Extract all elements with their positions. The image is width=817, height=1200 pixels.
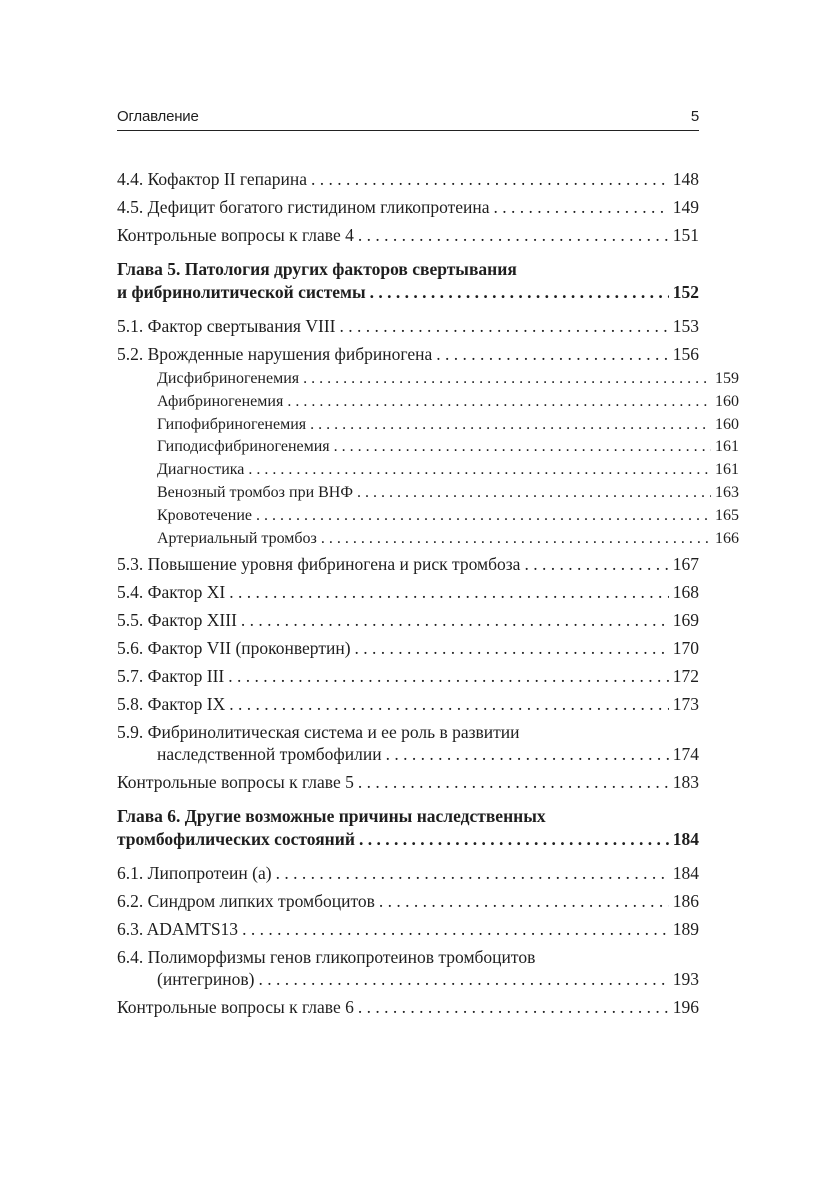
toc-subentry[interactable] xyxy=(117,505,739,528)
toc-entry-page: 183 xyxy=(672,772,699,793)
toc-entry-6-4[interactable] xyxy=(117,946,699,990)
toc-entry-questions-6[interactable] xyxy=(117,993,699,1021)
toc-entry-label: 6.3. ADAMTS13 xyxy=(117,919,239,940)
toc-entry-page: 151 xyxy=(672,225,699,245)
toc-subentry-label: Гипофибриногенемия xyxy=(157,415,307,433)
toc-subentry-page: 159 xyxy=(715,370,739,387)
toc-entry-questions-5[interactable] xyxy=(117,768,699,796)
toc-entry-questions-4[interactable] xyxy=(117,221,699,249)
chapter-title-line1: Глава 6. Другие возможные причины наследственных xyxy=(117,806,546,827)
chapter-title-line1: Глава 5. Патология других факторов свертывания xyxy=(117,259,517,279)
toc-entry-4-5[interactable] xyxy=(117,193,699,221)
dot-leader xyxy=(436,340,669,368)
toc-subentry[interactable] xyxy=(117,528,739,551)
toc-subentry[interactable] xyxy=(117,368,739,391)
dot-leader xyxy=(359,828,669,851)
toc-subentry-label: Артериальный тромбоз xyxy=(157,529,317,547)
chapter-title-line2: и фибринолитической системы xyxy=(117,282,366,302)
dot-leader xyxy=(310,414,711,437)
toc-subentry-label: Диагностика xyxy=(157,461,245,479)
toc-entry-5-8[interactable] xyxy=(117,690,699,718)
toc-entry-label: Контрольные вопросы к главе 4 xyxy=(117,225,354,245)
toc-entry-5-3[interactable] xyxy=(117,550,699,578)
toc-subentry-page: 160 xyxy=(715,415,739,433)
dot-leader xyxy=(386,743,669,765)
toc-entry-page: 174 xyxy=(672,744,699,765)
chapter-page: 184 xyxy=(672,829,699,850)
dot-leader xyxy=(229,690,669,718)
toc-entry-label-line1: 6.4. Полиморфизмы генов гликопротеинов тромбоцитов xyxy=(117,947,536,968)
toc-subentry[interactable] xyxy=(117,414,739,437)
toc-subentry-page: 166 xyxy=(715,529,739,547)
toc-subentry[interactable] xyxy=(117,482,739,505)
dot-leader xyxy=(311,165,669,193)
dot-leader xyxy=(287,391,711,414)
toc-entry-page: 167 xyxy=(672,554,699,575)
toc-entry-page: 153 xyxy=(672,316,699,336)
toc-entry-label: 5.1. Фактор свертывания VIII xyxy=(117,316,336,336)
toc-subentry[interactable] xyxy=(117,391,739,414)
toc-entry-5-6[interactable] xyxy=(117,634,699,662)
toc-subentry-label: Венозный тромбоз при ВНФ xyxy=(157,483,353,501)
dot-leader xyxy=(229,578,669,606)
toc-entry-label: 5.5. Фактор XIII xyxy=(117,610,237,631)
toc-entry-6-3[interactable] xyxy=(117,915,699,943)
toc-entry-label: 6.1. Липопротеин (a) xyxy=(117,863,272,884)
toc-chapter-5[interactable] xyxy=(117,258,699,304)
toc-entry-label: Контрольные вопросы к главе 6 xyxy=(117,997,354,1018)
toc-subentry-page: 165 xyxy=(715,506,739,524)
running-header xyxy=(117,104,699,131)
table-of-contents xyxy=(117,165,739,1021)
toc-entry-label-line2: наследственной тромбофилии xyxy=(157,744,382,765)
toc-entry-page: 184 xyxy=(672,863,699,884)
toc-entry-label-line2: (интегринов) xyxy=(157,969,255,990)
dot-leader xyxy=(256,505,711,528)
toc-chapter-6[interactable] xyxy=(117,805,699,851)
toc-entry-page: 148 xyxy=(672,169,699,189)
toc-subentry[interactable] xyxy=(117,436,739,459)
toc-subentry-page: 161 xyxy=(715,461,739,479)
toc-entry-page: 193 xyxy=(672,969,699,990)
toc-entry-4-4[interactable] xyxy=(117,165,699,193)
toc-entry-5-2[interactable] xyxy=(117,340,699,368)
dot-leader xyxy=(355,634,669,662)
toc-entry-5-1[interactable] xyxy=(117,312,699,340)
dot-leader xyxy=(334,436,711,459)
toc-subentry-label: Афибриногенемия xyxy=(157,392,284,410)
toc-entry-5-7[interactable] xyxy=(117,662,699,690)
dot-leader xyxy=(494,193,669,221)
toc-subentry-label: Гиподисфибриногенемия xyxy=(157,438,330,456)
toc-subentry-page: 160 xyxy=(715,392,739,410)
toc-entry-page: 156 xyxy=(672,344,699,364)
chapter-page: 152 xyxy=(672,282,699,302)
dot-leader xyxy=(358,221,669,249)
toc-entry-page: 149 xyxy=(672,197,699,217)
header-title: Оглавление xyxy=(117,108,199,125)
toc-entry-label-line1: 5.9. Фибринолитическая система и ее роль в развитии xyxy=(117,722,520,743)
toc-entry-label: 5.4. Фактор XI xyxy=(117,582,226,603)
toc-entry-label: 5.2. Врожденные нарушения фибриногена xyxy=(117,344,433,364)
toc-subentry-page: 163 xyxy=(715,483,739,501)
dot-leader xyxy=(339,312,668,340)
header-page-number: 5 xyxy=(690,108,699,125)
toc-entry-page: 173 xyxy=(672,694,699,715)
toc-entry-page: 168 xyxy=(672,582,699,603)
dot-leader xyxy=(321,528,711,551)
dot-leader xyxy=(258,968,668,990)
toc-entry-page: 189 xyxy=(672,919,699,940)
toc-entry-5-5[interactable] xyxy=(117,606,699,634)
dot-leader xyxy=(358,993,669,1021)
toc-entry-label: 5.3. Повышение уровня фибриногена и риск тромбоза xyxy=(117,554,521,575)
dot-leader xyxy=(524,550,668,578)
dot-leader xyxy=(242,915,669,943)
toc-entry-page: 170 xyxy=(672,638,699,659)
dot-leader xyxy=(379,887,669,915)
toc-entry-5-4[interactable] xyxy=(117,578,699,606)
dot-leader xyxy=(228,662,668,690)
dot-leader xyxy=(276,859,669,887)
toc-entry-label: 4.5. Дефицит богатого гистидином гликопротеина xyxy=(117,197,490,217)
toc-entry-6-2[interactable] xyxy=(117,887,699,915)
toc-entry-label: 5.6. Фактор VII (проконвертин) xyxy=(117,638,351,659)
toc-entry-label: 5.8. Фактор IX xyxy=(117,694,226,715)
dot-leader xyxy=(358,768,669,796)
dot-leader xyxy=(357,482,711,505)
dot-leader xyxy=(248,459,711,482)
toc-entry-page: 172 xyxy=(672,666,699,687)
toc-subentry-page: 161 xyxy=(715,438,739,456)
toc-subentry-label: Кровотечение xyxy=(157,506,252,524)
toc-entry-label: 5.7. Фактор III xyxy=(117,666,225,687)
toc-entry-6-1[interactable] xyxy=(117,859,699,887)
dot-leader xyxy=(241,606,669,634)
toc-entry-label: 4.4. Кофактор II гепарина xyxy=(117,169,307,189)
toc-subentry[interactable] xyxy=(117,459,739,482)
dot-leader xyxy=(370,281,669,304)
toc-entry-page: 186 xyxy=(672,891,699,912)
toc-entry-page: 196 xyxy=(672,997,699,1018)
toc-entry-label: Контрольные вопросы к главе 5 xyxy=(117,772,354,793)
chapter-title-line2: тромбофилических состояний xyxy=(117,829,355,850)
dot-leader xyxy=(303,368,711,391)
toc-entry-label: 6.2. Синдром липких тромбоцитов xyxy=(117,891,375,912)
toc-entry-page: 169 xyxy=(672,610,699,631)
toc-subentry-label: Дисфибриногенемия xyxy=(157,370,300,387)
toc-entry-5-9[interactable] xyxy=(117,721,699,765)
